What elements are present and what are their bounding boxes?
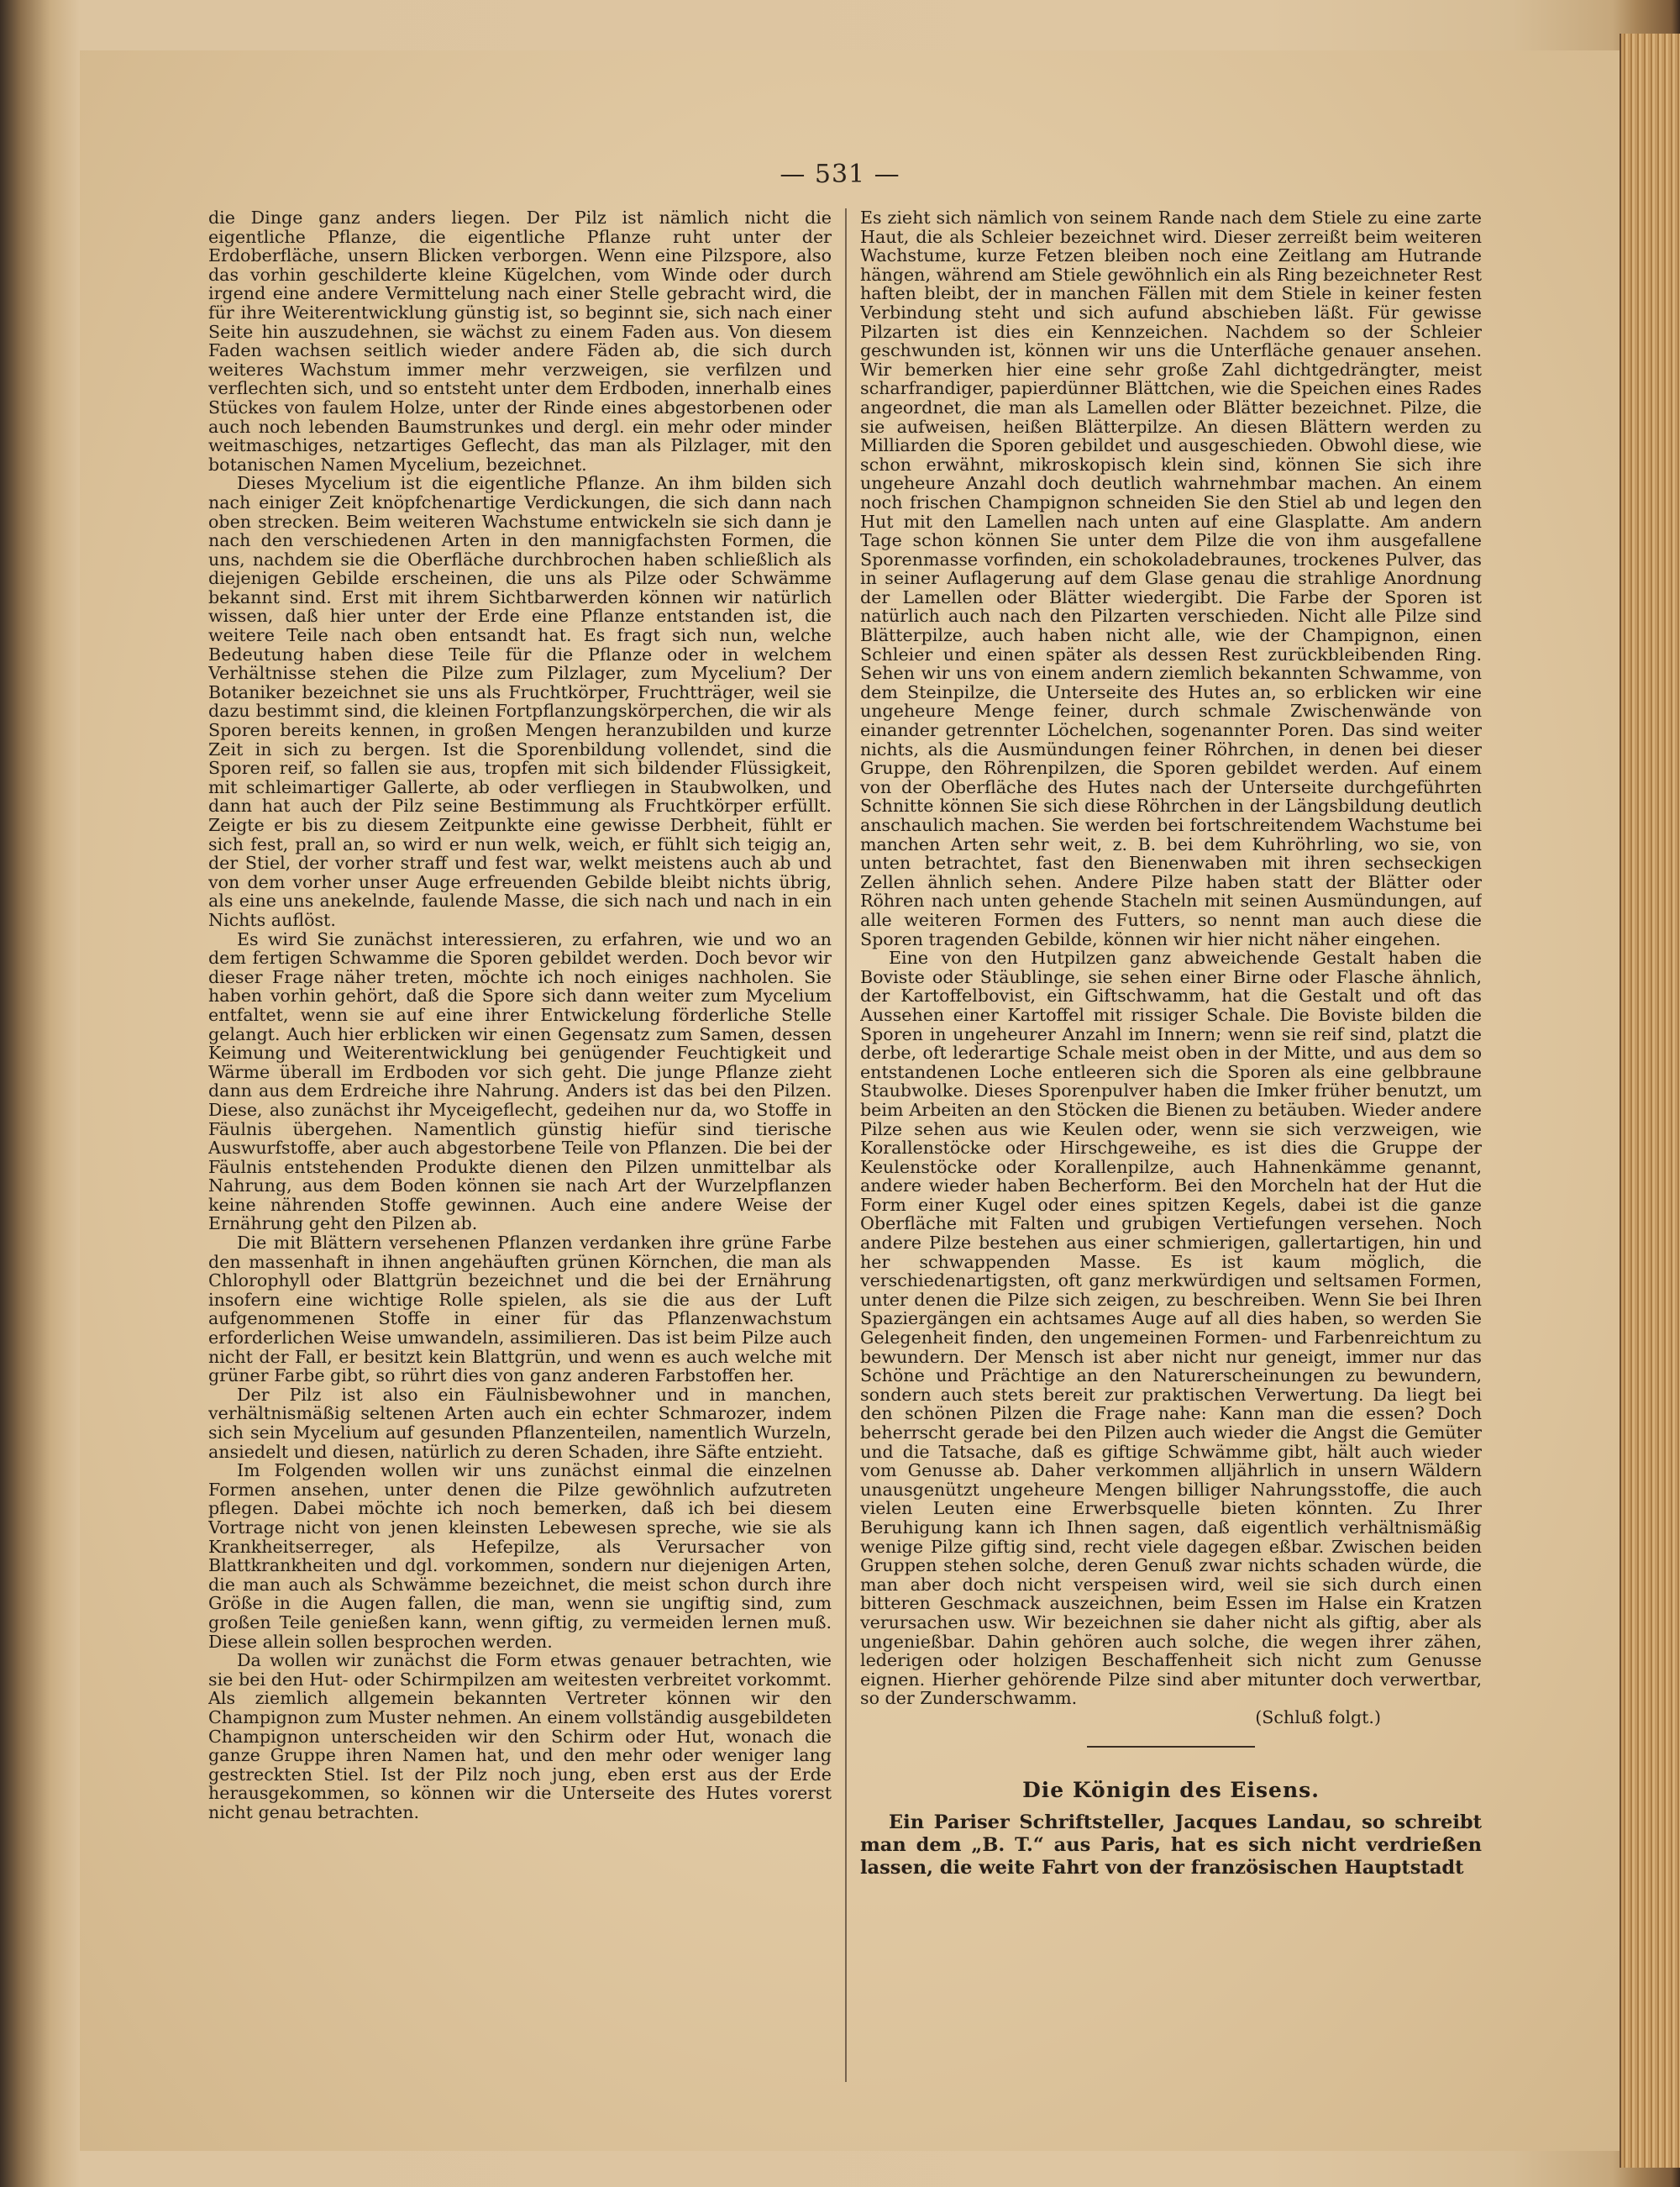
paragraph: Dieses Mycelium ist die eigentliche Pflanze. An ihm bilden sich nach einiger Zeit knöpfchenartige Verdickungen, die sich dann nach oben strecken. Beim weiteren Wachstume entwickeln sie sich dann je nach den verschiedenen Arten in den mannigfachsten Formen, die uns, nachdem sie die Oberfläche durchbrochen haben schließlich als diejenigen Gebilde erscheinen, die uns als Pilze oder Schwämme bekannt sind. Erst mit ihrem Sichtbarwerden können wir natürlich wissen, daß hier unter der Erde eine Pflanze entstanden ist, die weitere Teile nach oben entsandt hat. Es fragt sich nun, welche Bedeutung haben diese Teile für die Pflanze oder in welchem Verhältnisse stehen die Pilze zum Pilzlager, zum Mycelium? Der Botaniker bezeichnet sie uns als Fruchtkörper, Fruchtträger, weil sie dazu bestimmt sind, die kleinen Fortpflanzungskörperchen, die wir als Sporen bereits kennen, in großen Mengen heranzubilden und kurze Zeit in sich zu bergen. Ist die Sporenbildung vollendet, sind die Sporen reif, so fallen sie aus, tropfen mit sich bildender Flüssigkeit, mit schleimartiger Gallerte, ab oder verfliegen in Staubwolken, und dann hat auch der Pilz seine Bestimmung als Fruchtkörper erfüllt. Zeigte er bis zu diesem Zeitpunkte eine gewisse Derbheit, fühlt er sich fest, prall an, so wird er nun welk, weich, er fühlt sich teigig an, der Stiel, der vorher straff und fest war, welkt meistens auch ab und von dem vorher unser Auge erfreuenden Gebilde bleibt nichts übrig, als eine uns anekelnde, faulende Masse, die sich nach und nach in ein Nichts auflöst. <box>208 473 832 930</box>
paragraph: Da wollen wir zunächst die Form etwas genauer betrachten, wie sie bei den Hut- oder Schirmpilzen am weitesten verbreitet vorkommt. Als ziemlich allgemein bekannten Vertreter können wir den Champignon zum Muster nehmen. An einem vollständig ausgebildeten Champignon unterscheiden wir den Schirm oder Hut, wonach die ganze Gruppe ihren Namen hat, und den mehr oder weniger lang gestreckten Stiel. Ist der Pilz noch jung, eben erst aus der Erde herausgekommen, so können wir die Unterseite des Hutes vorerst nicht genau betrachten. <box>208 1650 832 1822</box>
to-be-continued-note: (Schluß folgt.) <box>1255 1706 1381 1727</box>
section-divider <box>1087 1746 1255 1748</box>
paragraph: Eine von den Hutpilzen ganz abweichende Gestalt haben die Boviste oder Stäublinge, sie sehen einer Birne oder Flasche ähnlich, der Kartoffelbovist, ein Giftschwamm, hat die Gestalt und oft das Aussehen einer Kartoffel mit rissiger Schale. Die Boviste bilden die Sporen in ungeheurer Anzahl im Innern; wenn sie reif sind, platzt die derbe, oft lederartige Schale meist oben in der Mitte, und aus dem so entstandenen Loche entleeren sich die Sporen als eine gelbbraune Staubwolke. Dieses Sporenpulver haben die Imker früher benutzt, um beim Arbeiten an den Stöcken die Bienen zu betäuben. Wieder andere Pilze sehen aus wie Keulen oder, wenn sie sich verzweigen, wie Korallenstöcke oder Hirschgeweihe, es ist dies die Gruppe der Keulenstöcke oder Korallenpilze, auch Hahnenkämme genannt, andere wieder haben Becherform. Bei den Morcheln hat der Hut die Form einer Kugel oder eines spitzen Kegels, dabei ist die ganze Oberfläche mit Falten und grubigen Vertiefungen versehen. Noch andere Pilze bestehen aus einer schmierigen, gallertartigen, hin und her schwappenden Masse. Es ist kaum möglich, die verschiedenartigsten, oft ganz merkwürdigen und seltsamen Formen, unter denen die Pilze sich zeigen, zu beschreiben. Wenn Sie bei Ihren Spaziergängen ein achtsames Auge auf all dies haben, so werden Sie Gelegenheit finden, den ungemeinen Formen- und Farbenreichtum zu bewundern. Der Mensch ist aber nicht nur geneigt, immer nur das Schöne und Prächtige an den Naturerscheinungen zu bewundern, sondern auch stets bereit zur praktischen Verwertung. Da liegt bei den schönen Pilzen die Frage nahe: Kann man die essen? Doch beherrscht gerade bei den Pilzen auch wieder die Angst die Gemüter und die Tatsache, daß es giftige Schwämme gibt, hält auch wieder vom Genusse ab. Daher verkommen alljährlich in unsern Wäldern unausgenützt ungeheure Mengen billiger Nahrungsstoffe, die auch vielen Leuten eine Erwerbsquelle bieten könnten. Zu Ihrer Beruhigung kann ich Ihnen sagen, daß eigentlich verhältnismäßig wenige Pilze giftig sind, recht viele dagegen eßbar. Zwischen beiden Gruppen stehen solche, deren Genuß zwar nichts schaden würde, die man aber doch nicht verspeisen wird, weil sie sich durch einen bitteren Geschmack auszeichnen, beim Essen im Halse ein Kratzen verursachen usw. Wir bezeichnen sie daher nicht als giftig, aber als ungenießbar. Dahin gehören auch solche, die wegen ihrer zähen, lederigen oder holzigen Beschaffenheit sich nicht zum Genusse eignen. Hierher gehörende Pilze sind aber mitunter doch verwertbar, so der Zunderschwamm. <box>860 948 1482 1709</box>
paragraph: die Dinge ganz anders liegen. Der Pilz ist nämlich nicht die eigentliche Pflanze, die eigentliche Pflanze ruht unter der Erdoberfläche, unsern Blicken verborgen. Wenn eine Pilzspore, also das vorhin geschilderte kleine Kügelchen, vom Winde oder durch irgend eine andere Vermittelung nach einer Stelle gebracht wird, die für ihre Weiterentwicklung günstig ist, so beginnt sie, sich nach einer Seite hin auszudehnen, sie wächst zu einem Faden aus. Von diesem Faden wachsen seitlich wieder andere Fäden ab, die sich durch weiteres Wachstum immer mehr verzweigen, sie verfilzen und verflechten sich, und so entsteht unter dem Erdboden, innerhalb eines Stückes von faulem Holze, unter der Rinde eines abgestorbenen oder auch noch lebenden Baumstrunkes und dergl. ein mehr oder minder weitmaschiges, netzartiges Geflecht, das man als Pilzlager, mit den botanischen Namen Mycelium, bezeichnet. <box>208 208 832 475</box>
right-column <box>860 208 1482 2099</box>
page-number: — 531 — <box>780 160 900 189</box>
article-lead: Ein Pariser Schriftsteller, Jacques Landau, so schreibt man dem „B. T.“ aus Paris, hat es sich nicht verdrießen lassen, die weite Fahrt von der französischen Hauptstadt <box>860 1811 1482 1879</box>
paragraph: Es zieht sich nämlich von seinem Rande nach dem Stiele zu eine zarte Haut, die als Schleier bezeichnet wird. Dieser zerreißt beim weiteren Wachstume, kurze Fetzen bleiben noch eine Zeitlang am Hutrande hängen, während am Stiele gewöhnlich ein als Ring bezeichneter Rest haften bleibt, der in manchen Fällen mit dem Stiele in keiner festen Verbindung steht und sich aufund abschieben läßt. Für gewisse Pilzarten ist dies ein Kennzeichen. Nachdem so der Schleier geschwunden ist, können wir uns die Unterfläche genauer ansehen. Wir bemerken hier eine sehr große Zahl dichtgedrängter, meist scharfrandiger, papierdünner Blättchen, wie die Speichen eines Rades angeordnet, die man als Lamellen oder Blätter bezeichnet. Pilze, die sie aufweisen, heißen Blätterpilze. An diesen Blättern werden zu Milliarden die Sporen gebildet und ausgeschieden. Obwohl diese, wie schon erwähnt, mikroskopisch klein sind, können Sie sich ihre ungeheure Anzahl doch deutlich wahrnehmbar machen. An einem noch frischen Champignon schneiden Sie den Stiel ab und legen den Hut mit den Lamellen nach unten auf eine Glasplatte. Am andern Tage schon können Sie unter dem Pilze die von ihm ausgefallene Sporenmasse vorfinden, ein schokoladebraunes, trockenes Pulver, das in seiner Auflagerung auf dem Glase genau die strahlige Anordnung der Lamellen oder Blätter wiedergibt. Die Farbe der Sporen ist natürlich auch nach den Pilzarten verschieden. Nicht alle Pilze sind Blätterpilze, auch haben nicht alle, wie der Champignon, einen Schleier und einen später als dessen Rest zurückbleibenden Ring. Sehen wir uns von einem andern ziemlich bekannten Schwamme, von dem Steinpilze, die Unterseite des Hutes an, so erblicken wir eine ungeheure Menge feiner, durch schmale Zwischenwände von einander getrennter Löchelchen, sogenannter Poren. Das sind weiter nichts, als die Ausmündungen feiner Röhrchen, in denen bei dieser Gruppe, den Röhrenpilzen, die Sporen gebildet werden. Auf einem von der Oberfläche des Hutes nach der Unterseite durchgeführten Schnitte können Sie sich diese Röhrchen in der Längsbildung deutlich anschaulich machen. Sie werden bei fortschreitendem Wachstume bei manchen Arten sehr weit, z. B. bei dem Kuhröhrling, wo sie, von unten betrachtet, fast den Bienenwaben mit ihren sechseckigen Zellen ähnlich sehen. Andere Pilze haben statt der Blätter oder Röhren nach unten gehende Stacheln mit seinen Ausmündungen, auf alle weiteren Formen des Futters, so nennt man auch diese die Sporen tragenden Gebilde, können wir hier nicht näher eingehen. <box>860 208 1482 949</box>
paragraph: Der Pilz ist also ein Fäulnisbewohner und in manchen, verhältnismäßig seltenen Arten auch ein echter Schmarozer, indem sich sein Mycelium auf gesunden Pflanzenteilen, namentlich Wurzeln, ansiedelt und diesen, natürlich zu deren Schaden, ihre Säfte entzieht. <box>208 1384 832 1462</box>
article-heading: Die Königin des Eisens. <box>1022 1777 1320 1802</box>
column-divider <box>845 208 847 2082</box>
paragraph: Im Folgenden wollen wir uns zunächst einmal die einzelnen Formen ansehen, unter denen die Pilze gewöhnlich aufzutreten pflegen. Dabei möchte ich noch bemerken, daß ich bei diesem Vortrage nicht von jenen kleinsten Lebewesen spreche, wie sie als Krankheitserreger, als Hefepilze, als Verursacher von Blattkrankheiten und dgl. vorkommen, sondern nur diejenigen Arten, die man auch als Schwämme bezeichnet, die meist schon durch ihre Größe in die Augen fallen, die man, wenn sie ungiftig sind, zum großen Teile genießen kann, wenn giftig, zu vermeiden lernen muß. Diese allein sollen besprochen werden. <box>208 1460 832 1652</box>
paragraph: Die mit Blättern versehenen Pflanzen verdanken ihre grüne Farbe den massenhaft in ihnen angehäuften grünen Körnchen, die man als Chlorophyll oder Blattgrün bezeichnet und die bei der Ernährung insofern eine wichtige Rolle spielen, als sie die aus der Luft aufgenommenen Stoffe in einer für das Pflanzenwachstum erforderlichen Weise umwandeln, assimilieren. Das ist beim Pilze auch nicht der Fall, er besitzt kein Blattgrün, und wenn es auch welche mit grüner Farbe gibt, so rührt dies von ganz anderen Farbstoffen her. <box>208 1233 832 1386</box>
page-edges <box>1620 34 1680 2168</box>
left-column <box>208 208 832 2099</box>
paragraph: Es wird Sie zunächst interessieren, zu erfahren, wie und wo an dem fertigen Schwamme die Sporen gebildet werden. Doch bevor wir dieser Frage näher treten, möchte ich noch einiges nachholen. Sie haben vorhin gehört, daß die Spore sich dann weiter zum Mycelium entfaltet, wenn sie auf eine ihrer Entwickelung förderliche Stelle gelangt. Auch hier erblicken wir einen Gegensatz zum Samen, dessen Keimung und Weiterentwicklung bei genügender Feuchtigkeit und Wärme überall im Erdboden vor sich geht. Die junge Pflanze zieht dann aus dem Erdreiche ihre Nahrung. Anders ist das bei den Pilzen. Diese, also zunächst ihr Myceigeflecht, gedeihen nur da, wo Stoffe in Fäulnis übergehen. Namentlich günstig hiefür sind tierische Auswurfstoffe, aber auch abgestorbene Teile von Pflanzen. Die bei der Fäulnis entstehenden Produkte dienen den Pilzen unmittelbar als Nahrung, aus dem Boden können sie nach Art der Wurzelpflanzen keine nährenden Stoffe gewinnen. Auch eine andere Weise der Ernährung geht den Pilzen ab. <box>208 928 832 1234</box>
